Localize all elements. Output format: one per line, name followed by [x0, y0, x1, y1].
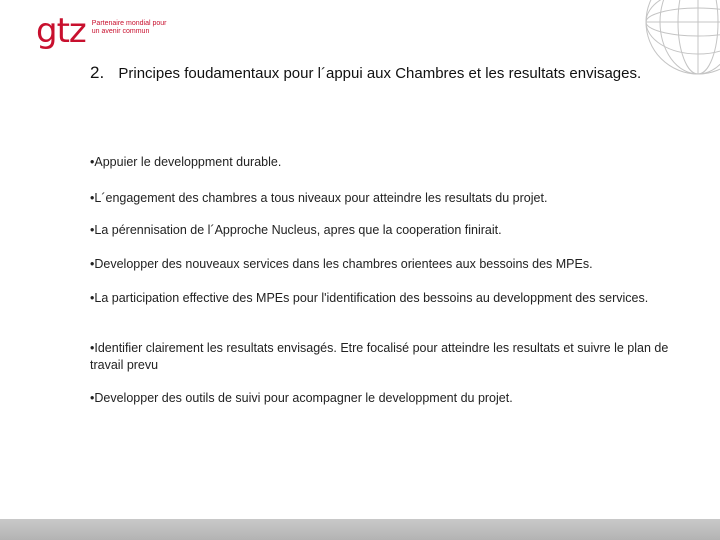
logo-mark: gtz: [36, 11, 86, 51]
slide-number: 2.: [90, 63, 105, 82]
bullet-item: •Appuier le developpment durable.: [90, 155, 282, 169]
logo-tagline: [92, 20, 182, 36]
logo-tagline-line2: un avenir commun: [91, 28, 150, 35]
logo-tagline-line1: Partenaire mondial pour: [91, 20, 167, 27]
bullet-item: •L´engagement des chambres a tous niveaux pour atteindre les resultats du projet.: [90, 191, 548, 205]
footer-bar: [0, 519, 720, 540]
slide-title-text: Principes foudamentaux pour l´appui aux Chambres et les resultats envisages.: [118, 65, 642, 82]
gtz-logo: [36, 11, 182, 58]
slide-title: [90, 63, 650, 84]
bullet-item: •La pérennisation de l´Approche Nucleus, apres que la cooperation finirait.: [90, 223, 502, 237]
bullet-item: •La participation effective des MPEs pour l'identification des bessoins au developpment des services.: [90, 291, 649, 305]
bullet-item: •Developper des nouveaux services dans les chambres orientees aux bessoins des MPEs.: [90, 257, 593, 271]
bullet-item: •Identifier clairement les resultats envisagés. Etre focalisé pour atteindre les resultats et suivre le plan de travail prevu: [90, 341, 669, 372]
bullet-item: •Developper des outils de suivi pour acompagner le developpment du projet.: [90, 391, 513, 405]
